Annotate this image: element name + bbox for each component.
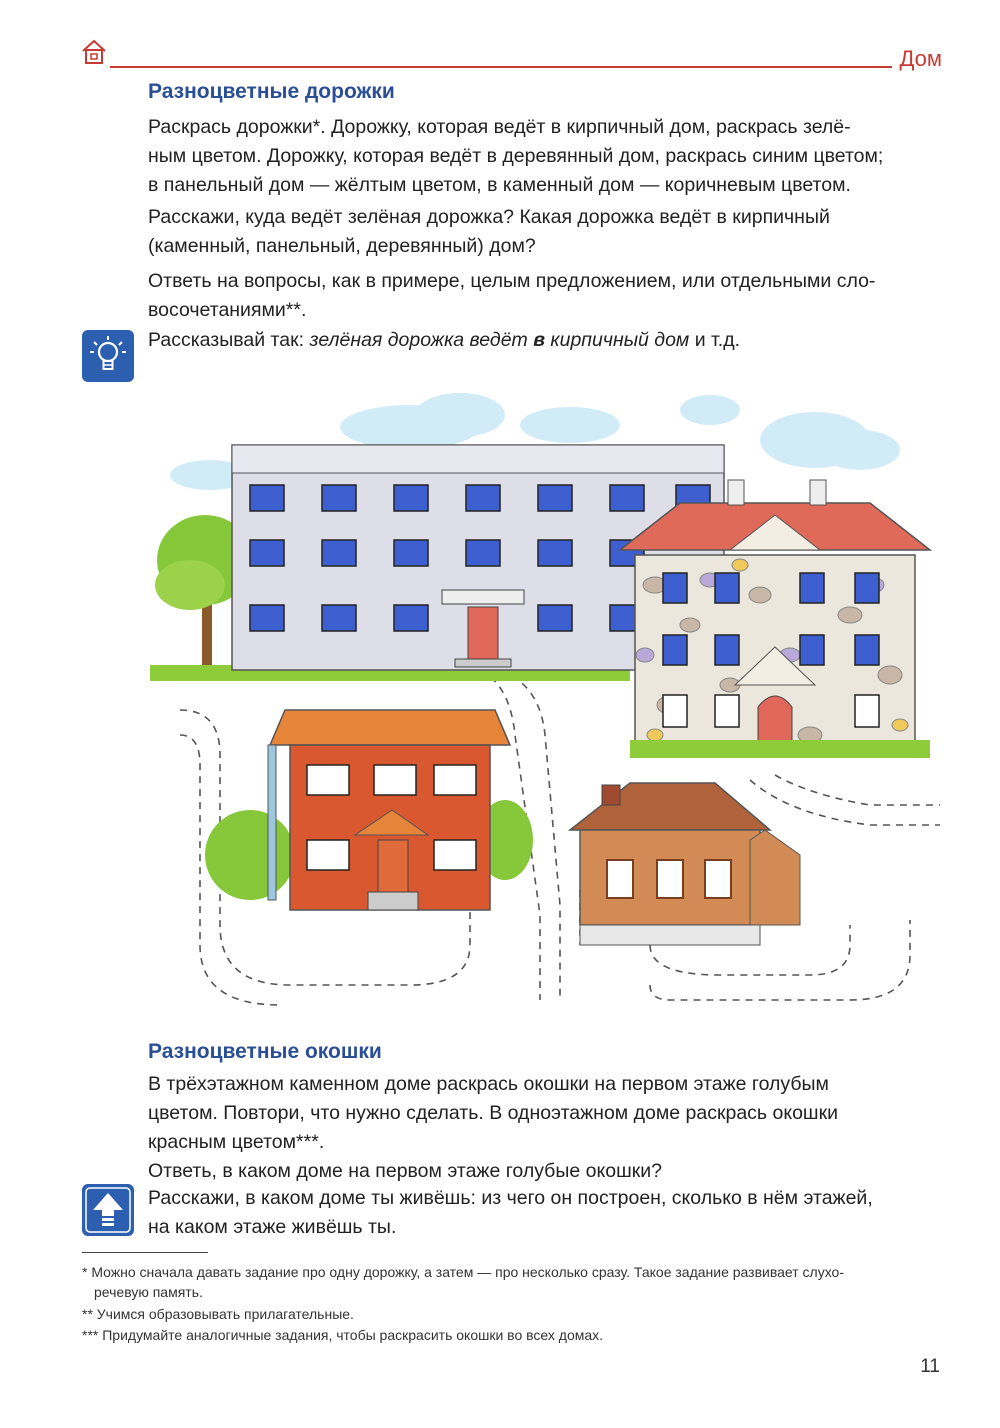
house-icon [80,38,108,66]
paths-instructions [148,113,948,200]
text-line: ным цветом. Дорожку, которая ведёт в деревянный дом, раскрась синим цветом; [148,145,884,167]
paths-questions [148,203,948,261]
example-italic: зелёная дорожка ведёт [309,329,534,351]
section-title-paths: Разноцветные дорожки [148,80,395,103]
section-title-windows: Разноцветные окошки [148,1040,382,1063]
houses-illustration [150,385,950,1015]
wooden-house [570,783,800,945]
header-rule [110,66,892,68]
example-italic: кирпичный дом [544,329,690,351]
text-line: В трёхэтажном каменном доме раскрась окошки на первом этаже голубым [148,1073,829,1095]
windows-instructions [148,1070,948,1186]
text-line: * Можно сначала давать задание про одну дорожку, а затем — про несколько сразу. Такое задание развивает слухо- [82,1264,844,1280]
text-line: Раскрась дорожки*. Дорожку, которая ведёт в кирпичный дом, раскрась зелё- [148,116,851,138]
arrow-up-icon [82,1184,134,1236]
example-lead: Рассказывай так: [148,329,310,351]
page-number: 11 [920,1356,940,1377]
text-line: Ответь, в каком доме на первом этаже голубые окошки? [148,1160,662,1182]
header-title: Дом [899,46,942,71]
footnote-3: *** Придумайте аналогичные задания, чтобы раскрасить окошки во всех домах. [82,1327,604,1343]
paths-example [148,326,948,355]
text-line: (каменный, панельный, деревянный) дом? [148,235,536,257]
text-line: Расскажи, куда ведёт зелёная дорожка? Какая дорожка ведёт в кирпичный [148,206,830,228]
lightbulb-icon [82,330,134,382]
text-line: восочетаниями**. [148,299,307,321]
text-line: красным цветом***. [148,1131,325,1153]
footnote-1 [82,1262,952,1302]
example-bold: в [533,329,545,351]
text-line: речевую память. [94,1284,203,1300]
text-line: на каком этаже живёшь ты. [148,1216,397,1238]
windows-discussion [148,1184,948,1242]
footnote-divider [82,1252,208,1253]
text-line: цветом. Повтори, что нужно сделать. В одноэтажном доме раскрась окошки [148,1102,839,1124]
footnote-2: ** Учимся образовывать прилагательные. [82,1306,354,1322]
brick-house [205,710,533,910]
text-line: Ответь на вопросы, как в примере, целым предложением, или отдельными сло- [148,270,876,292]
example-tail: и т.д. [689,329,741,351]
paths-answer-hint [148,267,948,325]
text-line: в панельный дом — жёлтым цветом, в каменный дом — коричневым цветом. [148,174,851,196]
stone-house [620,480,930,758]
text-line: Расскажи, в каком доме ты живёшь: из чего он построен, сколько в нём этажей, [148,1187,873,1209]
